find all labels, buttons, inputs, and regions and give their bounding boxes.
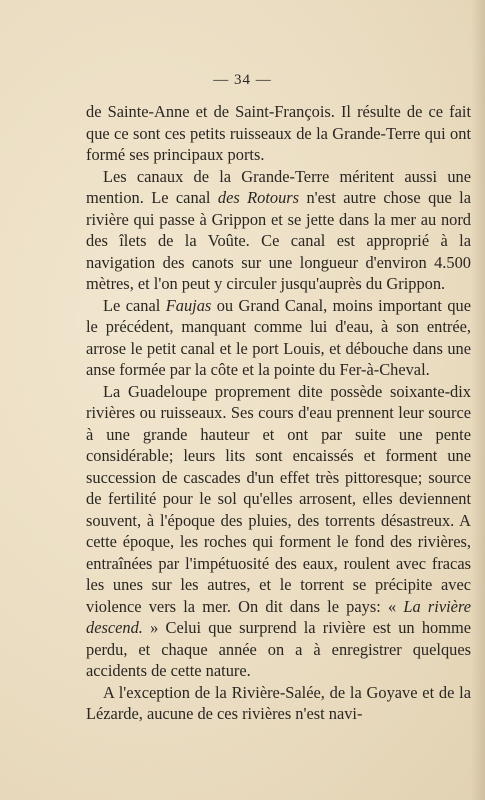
body-text [86, 101, 471, 725]
text-run: La Guadeloupe proprement dite possède soixante-dix rivières ou ruisseaux. Ses cours d'eau prennent leur source à une grande hauteur et ont par suite une pente considérable; leurs lits sont encaissés et forment une succession de cascades d'un effet très pittoresque; source de fertilité pour le sol qu'elles arrosent, elles deviennent souvent, à l'époque des pluies, des torrents désastreux. A cette époque, les roches qui forment le fond des rivières, entraînées par l'impétuosité des eaux, roulent avec fracas les unes sur les autres, et le torrent se précipite avec violence vers la mer. On dit dans le pays: « [86, 381, 471, 616]
text-run: n'est autre chose que la rivière qui passe à Grippon et se jette dans la mer au nord des îlets de la Voûte. Ce canal est approprié à la navigation des canots sur une longueur d'environ 4.500 mètres, et l'on peut y circuler jusqu'auprès du Grippon. [86, 188, 471, 293]
text-run: A l'exception de la Rivière-Salée, de la Goyave et de la Lézarde, aucune de ces rivières n'est navi- [86, 682, 471, 723]
paragraph [86, 295, 471, 381]
italic-text: Faujas [165, 295, 212, 315]
paragraph [86, 381, 471, 682]
text-run: Les canaux de la Grande-Terre méritent aussi une mention. Le canal [86, 166, 471, 207]
paragraph [86, 166, 471, 295]
text-run: de Sainte-Anne et de Saint-François. Il résulte de ce fait que ce sont ces petits ruisseaux de la Grande-Terre qui ont formé ses principaux ports. [86, 102, 471, 164]
text-run: Le canal [103, 295, 166, 315]
paragraph [86, 101, 471, 166]
italic-text: La rivière descend. [86, 596, 471, 637]
text-run: » Celui que surprend la rivière est un homme perdu, et chaque année on a à enregistrer quelques accidents de cette nature. [86, 618, 471, 680]
text-run: ou Grand Canal, moins important que le précédent, manquant comme lui d'eau, à son entrée, arrose le petit canal et le port Louis, et débouche dans une anse formée par la côte et la pointe du Fer-à-Cheval. [86, 295, 472, 379]
page-number: — 34 — [213, 72, 272, 88]
italic-text: des Rotours [217, 188, 300, 207]
paragraph [86, 682, 471, 725]
page-edge-shadow [471, 0, 485, 800]
